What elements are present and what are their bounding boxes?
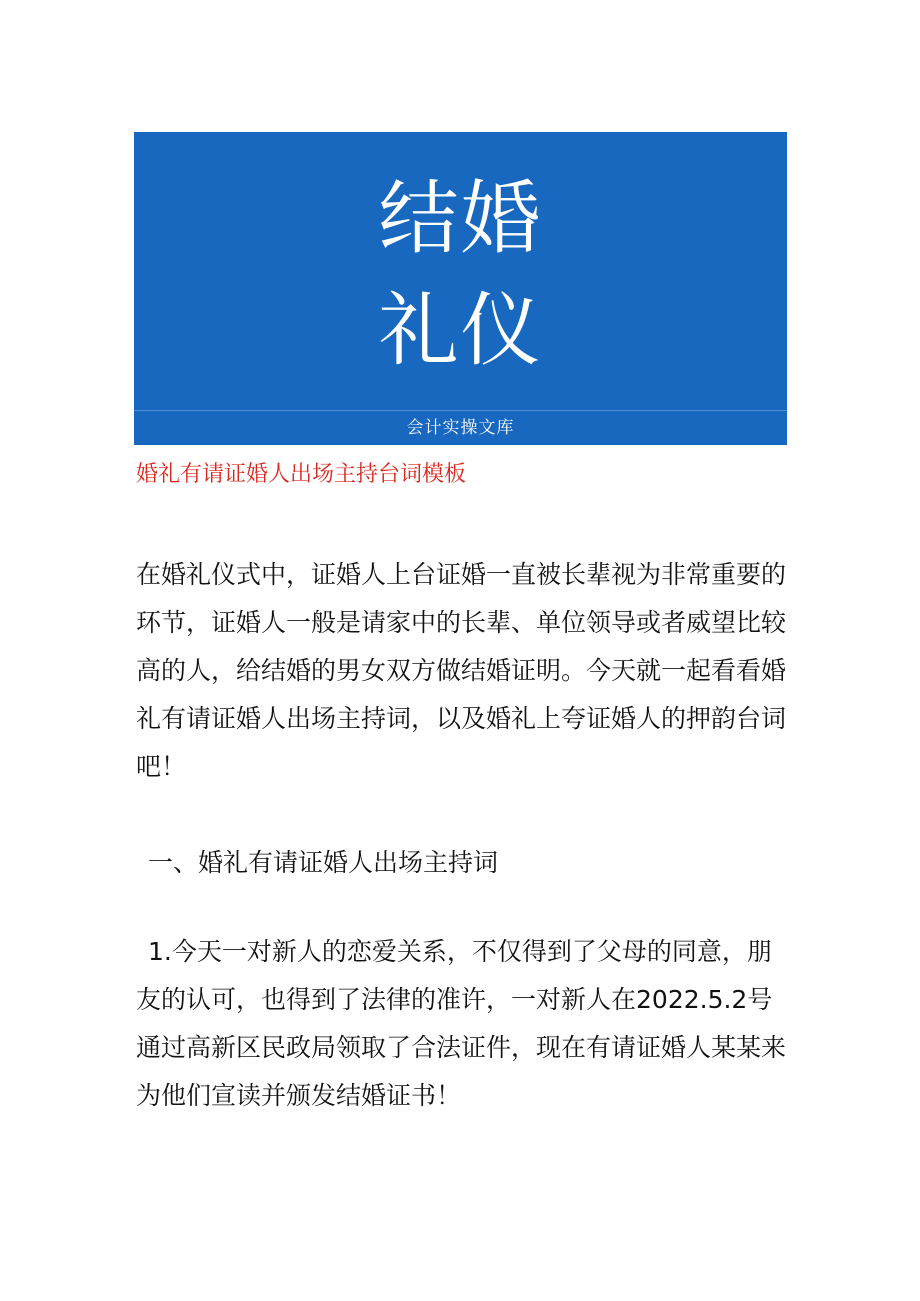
section-heading: 一、婚礼有请证婚人出场主持词 (148, 848, 499, 877)
intro-paragraph: 在婚礼仪式中，证婚人上台证婚一直被长辈视为非常重要的环节，证婚人一般是请家中的长辈、单位领导或者威望比较高的人，给结婚的男女双方做结婚证明。今天就一起看看婚礼有请证婚人出场主持词，以及婚礼上夸证婚人的押韵台词吧！ (136, 560, 787, 781)
banner-title-line1: 结婚 (378, 172, 543, 265)
list-item: 1.今天一对新人的恋爱关系，不仅得到了父母的同意，朋友的认可，也得到了法律的准许，一对新人在2022.5.2号通过高新区民政局领取了合法证件，现在有请证婚人某某来为他们宣读并颁发结婚证书！ (136, 937, 787, 1110)
banner-title-line2: 礼仪 (378, 284, 543, 377)
document-title: 婚礼有请证婚人出场主持台词模板 (136, 462, 467, 487)
cover-banner (134, 132, 787, 445)
banner-divider (134, 410, 787, 411)
banner-footer-source: 会计实操文库 (406, 418, 515, 438)
